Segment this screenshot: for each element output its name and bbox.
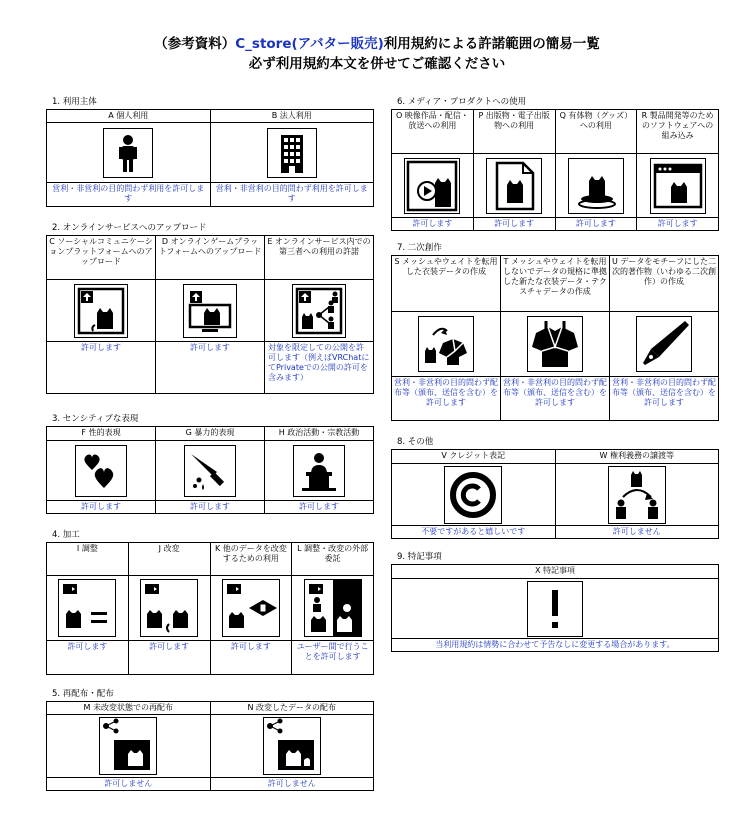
exclamation-icon bbox=[527, 581, 583, 637]
permission-text: 許可します bbox=[156, 342, 265, 394]
section-table bbox=[46, 542, 374, 675]
permission-text: 許可します bbox=[128, 641, 210, 675]
item-label-s: S メッシュやウェイトを転用した衣装データの作成 bbox=[392, 256, 501, 312]
distribute-modified-icon bbox=[263, 717, 321, 775]
permission-text: 許可しません bbox=[47, 778, 211, 791]
item-label-n: N 改変したデータの配布 bbox=[210, 702, 374, 715]
section-table bbox=[391, 255, 719, 421]
permission-text: 許可します bbox=[265, 501, 374, 514]
item-label-o: O 映像作品・配信・放送への利用 bbox=[392, 110, 474, 154]
permission-text: ユーザー間で行うことを許可します bbox=[292, 641, 374, 675]
section-media-product bbox=[391, 96, 719, 231]
permission-text: 対象を限定しての公開を許可します（例えばVRChatにてPrivateでの公開の許可を含みます） bbox=[265, 342, 374, 394]
building-icon bbox=[267, 128, 317, 178]
item-label-d: D オンラインゲームプラットフォームへのアップロード bbox=[156, 236, 265, 280]
permission-text: 許可します bbox=[47, 342, 156, 394]
section-title: 6. メディア・プロダクトへの使用 bbox=[397, 97, 527, 107]
permission-text: 営利・非営利の目的問わず配布等（頒布、送信を含む）を許可します bbox=[501, 377, 610, 421]
item-label-q: Q 有体物（グッズ）への利用 bbox=[555, 110, 637, 154]
goods-icon bbox=[568, 158, 624, 214]
permission-text: 営利・非営利の目的問わず利用を許可します bbox=[47, 183, 211, 207]
item-label-f: F 性的表現 bbox=[47, 427, 156, 441]
section-special-notes bbox=[391, 551, 719, 652]
title-line-2: 必ず利用規約本文を併せてご確認ください bbox=[248, 56, 506, 72]
permission-text: 当利用規約は情勢に合わせて予告なしに変更する場合があります。 bbox=[392, 639, 719, 652]
item-label-t: T メッシュやウェイトを転用しないでデータの規格に準拠した新たな衣装データ・テクスチャデータの作成 bbox=[501, 256, 610, 312]
outsource-icon bbox=[304, 579, 362, 637]
item-label-g: G 暴力的表現 bbox=[156, 427, 265, 441]
title-line-1 bbox=[0, 34, 754, 54]
section-table bbox=[46, 701, 374, 791]
section-title: 8. その他 bbox=[397, 437, 434, 447]
video-icon bbox=[404, 158, 460, 214]
section-table bbox=[391, 564, 719, 652]
section-title: 1. 利用主体 bbox=[52, 97, 97, 107]
title-brand: C_store(アバター販売) bbox=[235, 36, 384, 52]
knife-icon bbox=[184, 445, 236, 497]
permission-text: 許可します bbox=[210, 641, 292, 675]
item-label-w: W 権利義務の譲渡等 bbox=[555, 450, 719, 464]
item-label-m: M 未改変状態での再配布 bbox=[47, 702, 211, 715]
upload-cat-icon bbox=[74, 284, 128, 338]
section-redistribution bbox=[46, 688, 374, 791]
item-label-i: I 調整 bbox=[47, 543, 129, 576]
item-label-a: A 個人利用 bbox=[47, 110, 211, 123]
section-table bbox=[46, 109, 374, 207]
other-data-icon bbox=[222, 579, 280, 637]
section-table bbox=[391, 449, 719, 539]
item-label-e: E オンラインサービス内での第三者への利用の許諾 bbox=[265, 236, 374, 280]
permission-text: 許可します bbox=[473, 218, 555, 231]
permission-text: 許可しません bbox=[555, 526, 719, 539]
redistribute-icon bbox=[99, 717, 157, 775]
item-label-k: K 他のデータを改変するための利用 bbox=[210, 543, 292, 576]
mesh-clothes-icon bbox=[418, 316, 474, 372]
item-label-l: L 調整・改変の外部委託 bbox=[292, 543, 374, 576]
section-table bbox=[391, 109, 719, 231]
permission-text: 許可します bbox=[47, 501, 156, 514]
person-icon bbox=[103, 128, 153, 178]
section-title: 9. 特記事項 bbox=[397, 552, 442, 562]
section-title: 5. 再配布・配布 bbox=[52, 689, 114, 699]
item-label-r: R 製品開発等のためのソフトウェアへの組み込み bbox=[637, 110, 719, 154]
section-online-upload bbox=[46, 222, 374, 394]
permission-text: 許可します bbox=[392, 218, 474, 231]
new-clothes-icon bbox=[527, 316, 583, 372]
section-sensitive bbox=[46, 413, 374, 514]
hearts-icon bbox=[75, 445, 127, 497]
title-rest: 利用規約による許諾範囲の簡易一覧 bbox=[383, 36, 600, 52]
item-label-x: X 特記事項 bbox=[392, 565, 719, 579]
item-label-j: J 改変 bbox=[128, 543, 210, 576]
permission-text: 許可します bbox=[47, 641, 129, 675]
modify-icon bbox=[140, 579, 198, 637]
document-title bbox=[0, 34, 754, 74]
item-label-v: V クレジット表記 bbox=[392, 450, 556, 464]
permission-text: 許可します bbox=[637, 218, 719, 231]
item-label-u: U データをモチーフにした二次的著作物（いわゆる二次創作）の作成 bbox=[610, 256, 719, 312]
copyright-icon bbox=[444, 466, 502, 524]
section-derivative bbox=[391, 242, 719, 421]
permission-text: 不要ですがあると嬉しいです bbox=[392, 526, 556, 539]
section-other bbox=[391, 436, 719, 539]
adjust-icon bbox=[58, 579, 116, 637]
item-label-b: B 法人利用 bbox=[210, 110, 374, 123]
section-title: 2. オンラインサービスへのアップロード bbox=[52, 223, 207, 233]
item-label-p: P 出版物・電子出版物への利用 bbox=[473, 110, 555, 154]
publication-icon bbox=[486, 158, 542, 214]
item-label-h: H 政治活動・宗教活動 bbox=[265, 427, 374, 441]
transfer-icon bbox=[608, 466, 666, 524]
section-table bbox=[46, 426, 374, 514]
permission-text: 許可します bbox=[555, 218, 637, 231]
upload-share-icon bbox=[292, 284, 346, 338]
permission-text: 許可します bbox=[156, 501, 265, 514]
pen-icon bbox=[636, 316, 692, 372]
upload-monitor-icon bbox=[183, 284, 237, 338]
permission-text: 許可しません bbox=[210, 778, 374, 791]
permission-text: 営利・非営利の目的問わず配布等（頒布、送信を含む）を許可します bbox=[392, 377, 501, 421]
podium-icon bbox=[293, 445, 345, 497]
section-title: 7. 二次創作 bbox=[397, 243, 442, 253]
section-usage-subject bbox=[46, 96, 374, 207]
software-icon bbox=[650, 158, 706, 214]
permission-text: 営利・非営利の目的問わず利用を許可します bbox=[210, 183, 374, 207]
section-title: 3. センシティブな表現 bbox=[52, 414, 139, 424]
section-title: 4. 加工 bbox=[52, 530, 80, 540]
title-prefix: （参考資料） bbox=[154, 36, 236, 52]
item-label-c: C ソーシャルコミュニケーションプラットフォームへのアップロード bbox=[47, 236, 156, 280]
section-table bbox=[46, 235, 374, 394]
permission-text: 営利・非営利の目的問わず配布等（頒布、送信を含む）を許可します bbox=[610, 377, 719, 421]
section-processing bbox=[46, 529, 374, 675]
